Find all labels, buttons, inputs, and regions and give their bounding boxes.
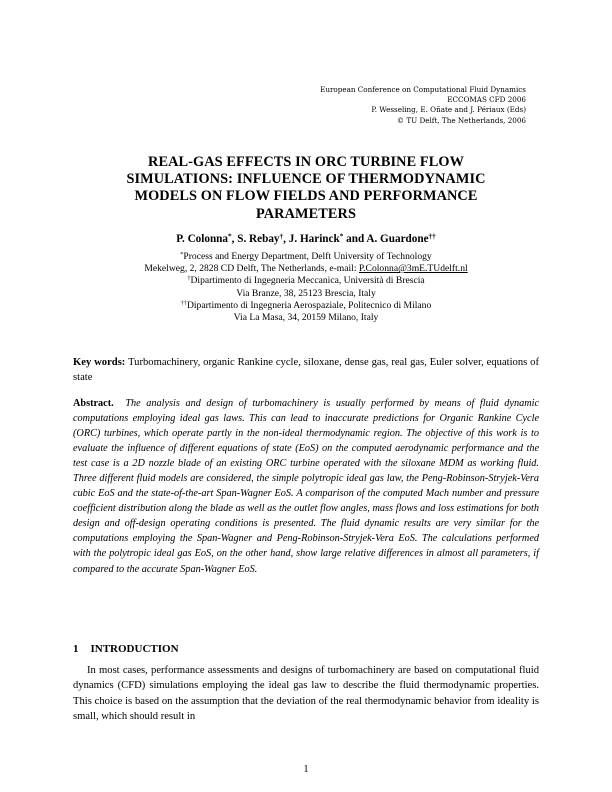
author-name: A. Guardone [366,233,429,245]
conference-editors: P. Wesseling, E. Oñate and J. Périaux (Eds) [371,105,526,115]
affiliation-mark: * [180,251,184,259]
conference-header [226,85,526,126]
abstract-label: Abstract. [73,398,114,409]
affiliation-mark: † [187,275,191,283]
keywords-text: Turbomachinery, organic Rankine cycle, siloxane, dense gas, real gas, Euler solver, equations of state [73,357,539,383]
affiliation-text: Dipartimento di Ingegneria Aerospaziale, Politecnico di Milano [186,299,432,311]
affiliation-line: Via La Masa, 34, 20159 Milano, Italy [233,312,379,324]
author-mark: * [228,232,232,241]
conference-acronym: ECCOMAS CFD 2006 [447,95,526,105]
keywords [73,355,539,385]
affiliations [60,251,552,324]
author-name: S. Rebay [237,233,280,245]
section-title: INTRODUCTION [90,643,179,655]
intro-paragraph: In most cases, performance assessments and designs of turbomachinery are based on computational fluid dynamics (CFD) simulations employing the ideal gas law to describe the fluid thermodynamic properties. This choice is based on the assumption that the deviation of the real thermodynamic behavior from ideality is small, which should result in [73,665,539,723]
author-list [60,233,552,245]
abstract-text: The analysis and design of turbomachinery is usually performed by means of fluid dynamic computations employing ideal gas laws. This can lead to inaccurate predictions for Organic Rankine Cycle (ORC) turbines, which operate partly in the non-ideal thermodynamic region. The objective of this work is to evaluate the influence of different equations of state (EoS) on the computed aerodynamic performance and the test case is a 2D nozzle blade of an existing ORC turbine operated with the siloxane MDM as working fluid. Three different fluid models are considered, the simple polytropic ideal gas law, the Peng-Robinson-Stryjek-Vera cubic EoS and the state-of-the-art Span-Wagner EoS. A comparison of the computed Mach number and pressure coefficient distribution along the blade as well as the outlet flow angles, mass flows and loss estimations for both design and off-design operating conditions is presented. The fluid dynamic results are very similar for the computations employing the Span-Wagner and Peng-Robinson-Stryjek-Vera EoS. The calculations performed with the polytropic ideal gas EoS, on the other hand, show large relative differences in almost all parameters, if compared to the accurate Span-Wagner EoS. [73,398,540,575]
paper-title [70,154,542,223]
affiliation-text: Dipartimento di Ingegneria Meccanica, Università di Brescia [190,275,425,287]
author-name: P. Colonna [176,233,228,245]
author-separator: , [283,233,289,245]
page-number: 1 [303,764,309,775]
conference-name: European Conference on Computational Fluid Dynamics [320,85,526,94]
title-line: SIMULATIONS: INFLUENCE OF THERMODYNAMIC [126,171,486,188]
affiliation-line [60,251,552,263]
author-mark: †† [428,232,436,241]
section-number: 1 [73,643,79,655]
abstract [73,396,539,577]
author-separator: and [343,233,367,245]
title-line: MODELS ON FLOW FIELDS AND PERFORMANCE [134,188,478,205]
keywords-label: Key words: [73,357,126,368]
affiliation-text: Mekelweg, 2, 2828 CD Delft, The Netherlands, e-mail: [144,263,359,275]
affiliation-line [60,275,552,287]
author-mark: † [279,232,284,241]
affiliation-line: Via Branze, 38, 25123 Brescia, Italy [236,287,376,299]
affiliation-text: Process and Energy Department, Delft University of Technology [183,251,432,262]
affiliation-line [60,300,552,312]
title-line: PARAMETERS [255,205,357,222]
author-separator: , [231,233,238,245]
title-line: REAL-GAS EFFECTS IN ORC TURBINE FLOW [148,154,464,170]
affiliation-mark: †† [180,300,187,308]
author-mark: * [339,232,344,241]
author-name: J. Harinck [288,233,340,245]
email-link[interactable]: P.Colonna@3mE.TUdelft.nl [358,263,468,275]
section-heading [73,643,179,655]
affiliation-line [60,263,552,275]
conference-copyright: © TU Delft, The Netherlands, 2006 [396,115,526,125]
